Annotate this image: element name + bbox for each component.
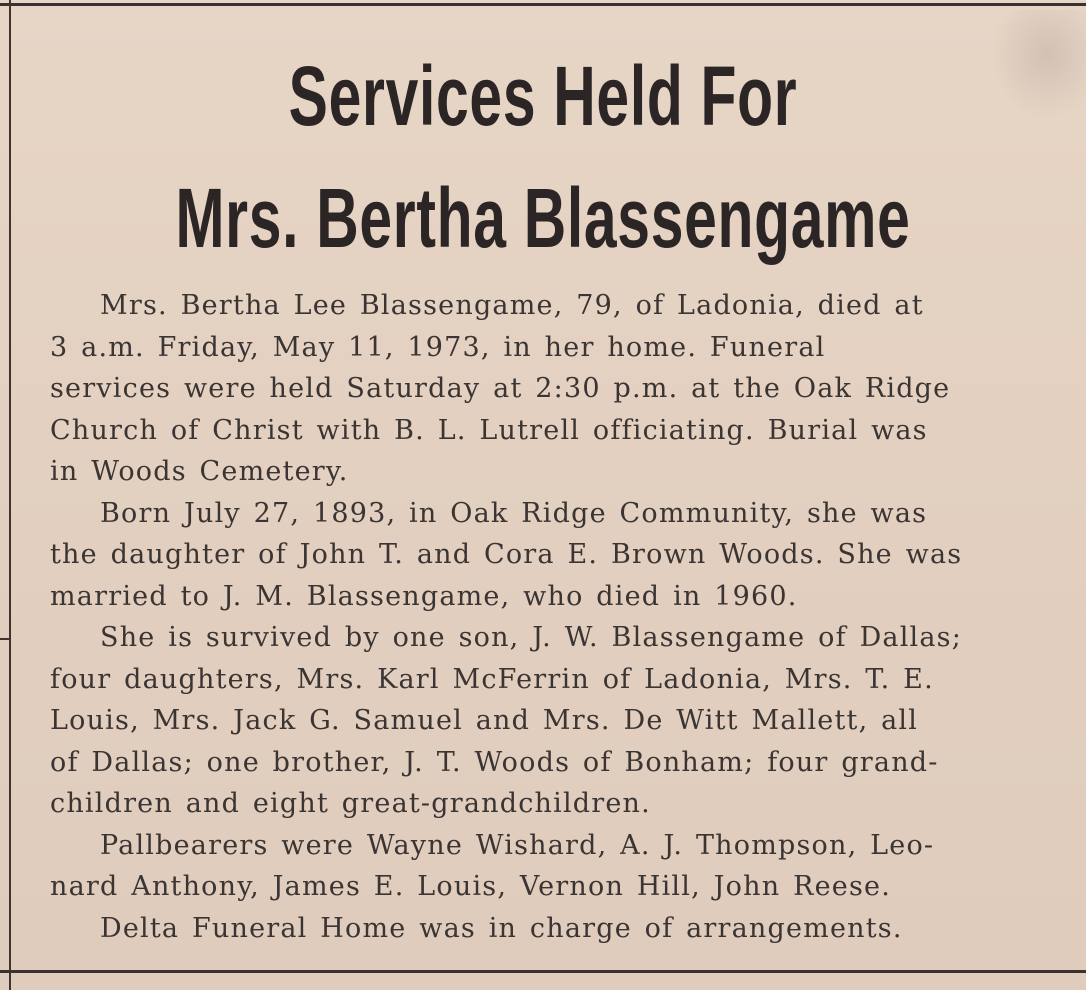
article-line: Mrs. Bertha Lee Blassengame, 79, of Ladonia, died at: [100, 290, 924, 321]
left-rule-tick: [0, 638, 11, 640]
article-line: Church of Christ with B. L. Lutrell officiating. Burial was: [50, 414, 928, 446]
headline-line-1: Services Held For: [288, 49, 798, 143]
article-line: married to J. M. Blassengame, who died in 1960.: [50, 580, 798, 612]
article-line: of Dallas; one brother, J. T. Woods of Bonham; four grand-: [50, 746, 939, 778]
print-smudge: [990, 10, 1086, 120]
obituary-article: [50, 285, 1060, 949]
article-line: nard Anthony, James E. Louis, Vernon Hill, John Reese.: [50, 871, 891, 902]
article-line: Louis, Mrs. Jack G. Samuel and Mrs. De Witt Mallett, all: [50, 705, 919, 736]
article-line: Pallbearers were Wayne Wishard, A. J. Thompson, Leo-: [100, 829, 935, 861]
article-line: Born July 27, 1893, in Oak Ridge Community, she was: [100, 497, 928, 529]
article-line: children and eight great-grandchildren.: [50, 788, 651, 819]
headline-line-2: Mrs. Bertha Blassengame: [175, 171, 911, 265]
left-column-rule: [9, 0, 11, 990]
article-line: four daughters, Mrs. Karl McFerrin of Ladonia, Mrs. T. E.: [50, 663, 934, 695]
article-line: She is survived by one son, J. W. Blassengame of Dallas;: [100, 622, 963, 653]
article-line: services were held Saturday at 2:30 p.m. at the Oak Ridge: [50, 373, 951, 404]
bottom-column-rule: [0, 970, 1086, 973]
article-line: in Woods Cemetery.: [50, 456, 349, 487]
top-column-rule: [0, 3, 1086, 6]
article-line: 3 a.m. Friday, May 11, 1973, in her home. Funeral: [50, 331, 826, 363]
article-line: the daughter of John T. and Cora E. Brown Woods. She was: [50, 539, 963, 570]
article-line: Delta Funeral Home was in charge of arrangements.: [100, 912, 903, 944]
